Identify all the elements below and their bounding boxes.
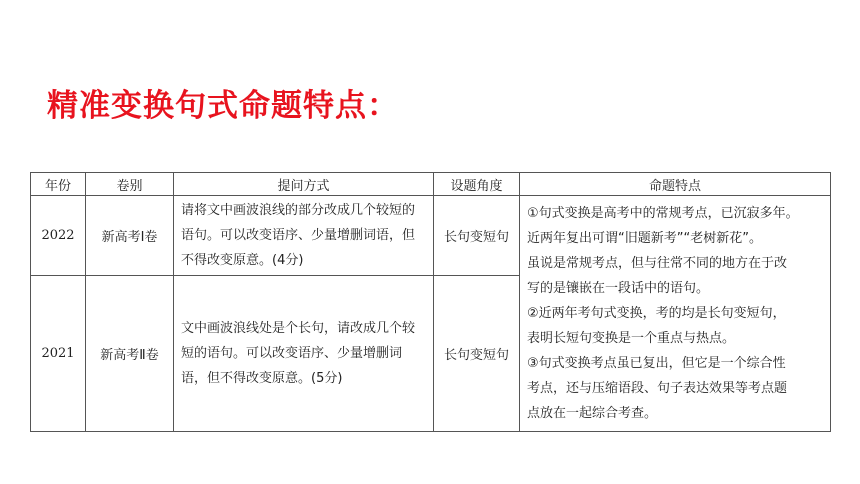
year-cell: 2022 <box>31 196 86 276</box>
angle-cell: 长句变短句 <box>434 196 520 276</box>
feature-line: 近两年复出可谓“旧题新考”“老树新花”。 <box>527 231 762 246</box>
header-angle: 设题角度 <box>434 173 520 196</box>
features-cell <box>520 196 831 432</box>
question-cell: 请将文中画波浪线的部分改成几个较短的语句。可以改变语序、少量增删词语，但不得改变原意。(4分) <box>174 196 434 276</box>
feature-line: 点放在一起综合考查。 <box>527 406 658 421</box>
header-question: 提问方式 <box>174 173 434 196</box>
feature-line: 考点，还与压缩语段、句子表达效果等考点题 <box>527 381 788 396</box>
table-header-row <box>31 173 831 196</box>
feature-line: 写的是镶嵌在一段话中的语句。 <box>527 281 710 296</box>
feature-line: 表明长短句变换是一个重点与热点。 <box>527 331 736 346</box>
header-features: 命题特点 <box>520 173 831 196</box>
table-row <box>31 196 831 276</box>
paper-cell: 新高考Ⅰ卷 <box>86 196 174 276</box>
header-paper: 卷别 <box>86 173 174 196</box>
page-title: 精准变换句式命题特点： <box>47 88 399 124</box>
angle-cell: 长句变短句 <box>434 276 520 432</box>
year-cell: 2021 <box>31 276 86 432</box>
header-year: 年份 <box>31 173 86 196</box>
paper-cell: 新高考Ⅱ卷 <box>86 276 174 432</box>
feature-line: 虽说是常规考点，但与往常不同的地方在于改 <box>527 256 788 271</box>
feature-line: ①句式变换是高考中的常规考点，已沉寂多年。 <box>527 206 799 221</box>
question-cell: 文中画波浪线处是个长句，请改成几个较短的语句。可以改变语序、少量增删词语，但不得改变原意。(5分) <box>174 276 434 432</box>
exam-table <box>30 172 831 432</box>
feature-line: ②近两年考句式变换，考的均是长句变短句， <box>527 306 786 321</box>
feature-line: ③句式变换考点虽已复出，但它是一个综合性 <box>527 356 786 371</box>
